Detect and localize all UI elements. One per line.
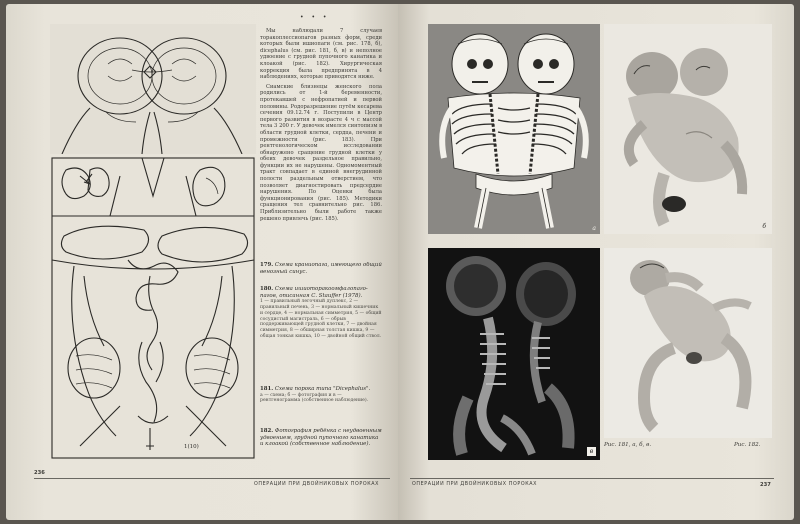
caption-182-number: 182.: [260, 428, 274, 434]
left-folio: 236: [34, 470, 45, 476]
body-paragraph-2: Сиамские близнецы женского пола родились от 1-й беременности, протекавшей с нефропатией и первой половины. Родоразрешение путём кесарева сечения 09.12.74 г. Поступили в Центр первого развития в возрасте 4 ч с массой тела 3 200 г. У девочек имелся синтопизм в области грудной клетки, сердца, печени и промежности (рис. 183). При рентгенологическом исследовании обнаружено сращение грудной клетки у обеих девочек раздельное правильно, функции их не нарушены. Одномоментный тракт совпадает в единой внегрудинной полости раздельным отверстием, что позволяет диагностировать предсердие нарушения. По Оценки была функционирования (рис. 185). Методики сращения тел сравнительно рис. 186. Приблизительно были работе также решено привлечь (рис. 185).: [260, 83, 382, 222]
caption-180-legend: 1 — правильный легочный дуплекс, 2 — правильный печень, 3 — нормальный кишечник и сердце, 4 — нормальная симметрия, 5 — общий сосудистый магистраль, 6 — обрыв поддерживающей грудной клетки, 7 — двойная симметрия, 8 — обширная толстая кишка, 9 — общая тонкая кишка, 10 — двойной общий ствол.: [260, 299, 382, 339]
right-folio: 237: [760, 482, 771, 488]
panel-label-b: б: [762, 223, 766, 230]
caption-179-number: 179.: [260, 262, 274, 268]
caption-180-number: 180.: [260, 286, 274, 292]
right-running-foot: ОПЕРАЦИИ ПРИ ДВОЙНИКОВЫХ ПОРОКАХ: [412, 482, 537, 487]
right-footer-rule: [410, 478, 774, 479]
caption-179-text: Схема краниопага, имеющего общий венозный синус.: [260, 262, 382, 275]
caption-180: [260, 286, 382, 384]
section-ornament: • • •: [300, 14, 330, 21]
panel-label-a: а: [592, 225, 596, 232]
figure-181v-xray: [428, 248, 600, 460]
figure-ref-181: Рис. 181, а, б, в.: [604, 442, 652, 448]
figure-182-infant-photo: [604, 248, 772, 438]
caption-181-number: 181.: [260, 386, 274, 392]
caption-181-text: Схема порока типа "Dicephalus".: [274, 386, 371, 392]
caption-181: [260, 386, 382, 426]
figure-180-anatomical-schema: [50, 156, 256, 460]
caption-180-text: Схема ишиоторакоомфалопаго-пагов, описанная С. Stauffer (1978).: [260, 286, 368, 299]
figure-181b-infant-photo: [604, 24, 772, 234]
figure-180-label: 1(10): [184, 444, 199, 450]
left-footer-rule: [34, 478, 390, 479]
body-paragraph-1: Мы наблюдали 7 случаев торакоплессиопагов разных форм, среди которых были ишиопаги (см. рис. 178, б), dicephalus (см. рис. 181, б, в) и неполное удвоение с грудной пупочного канатика и клоакой (рис. 182). Хирургическая коррекция была предпринята в 4 наблюдениях, которые приводятся ниже.: [260, 28, 382, 81]
body-text-column: [260, 28, 382, 260]
figure-181a-skeleton-schema: [428, 24, 600, 234]
right-page: [398, 4, 794, 520]
figure-179-craniopagus-drawing: [50, 24, 256, 154]
caption-179: [260, 262, 382, 284]
caption-181-legend: а — схема; б — фотография и в — рентгенограмма (собственное наблюдение).: [260, 392, 369, 404]
left-running-foot: ОПЕРАЦИИ ПРИ ДВОЙНИКОВЫХ ПОРОКАХ: [254, 482, 379, 487]
caption-182: [260, 428, 382, 462]
figure-ref-182: Рис. 182.: [734, 442, 761, 448]
caption-182-text: Фотография ребёнка с неудвоенным удвоением, грудной пупочного канатика и клоакой (собственное наблюдение).: [260, 428, 382, 448]
left-page: [6, 4, 398, 520]
panel-label-v: в: [587, 447, 596, 456]
